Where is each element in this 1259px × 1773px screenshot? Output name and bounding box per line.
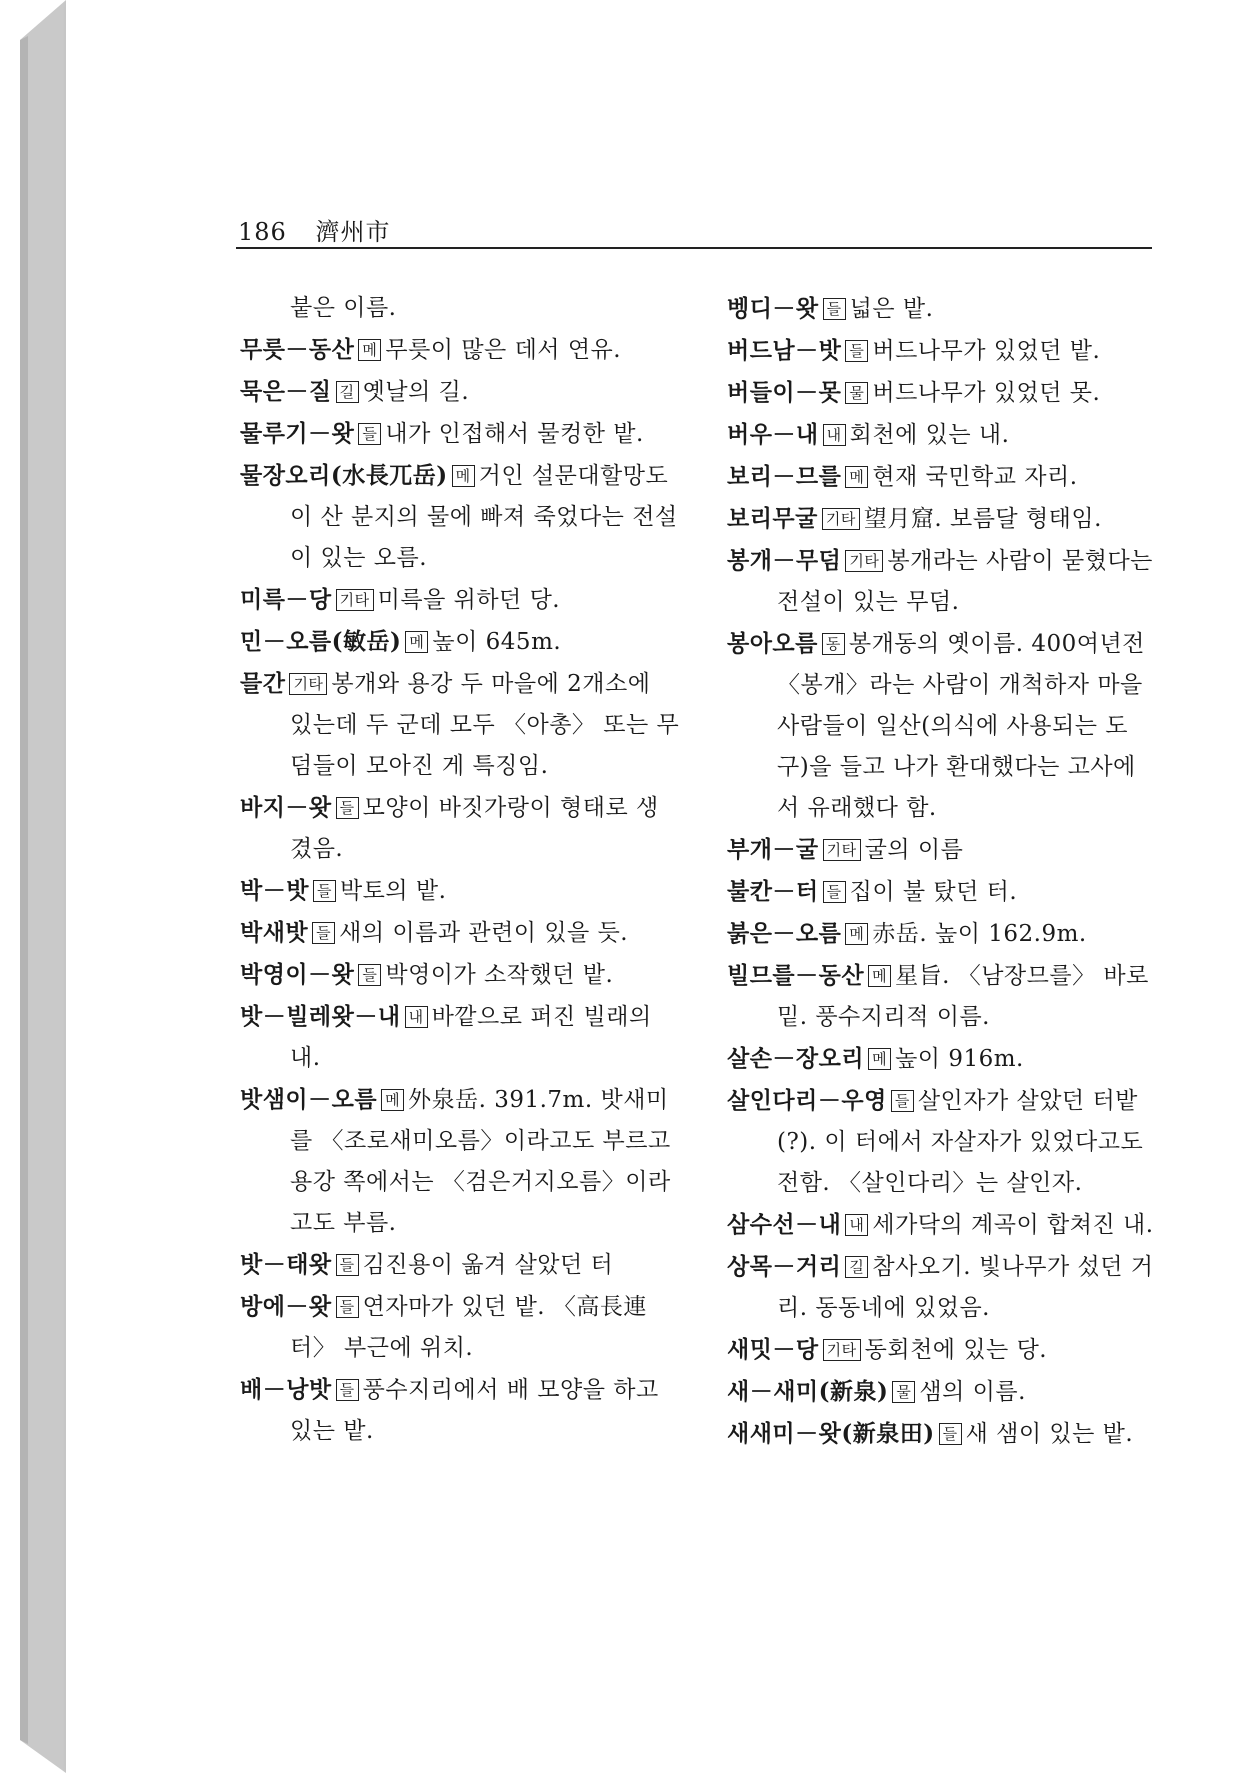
gazetteer-entry [727,1204,1155,1246]
entry-headword: 살인다리－우영 [727,1087,887,1114]
entry-definition: 봉개라는 사람이 묻혔다는 전설이 있는 무덤. [777,548,1153,615]
category-badge: 들 [336,1296,359,1318]
category-badge: 물 [845,382,868,404]
gazetteer-entry [240,455,680,579]
category-badge: 들 [336,797,359,819]
entry-headword: 배－낭밧 [240,1376,332,1403]
entry-definition: 봉개동의 옛이름. 400여년전 〈봉개〉라는 사람이 개척하자 마을 사람들이 일산(의식에 사용되는 도구)을 들고 나가 환대했다는 고사에서 유래했다 함. [777,631,1145,821]
gazetteer-entry [240,787,680,870]
category-badge: 기타 [336,589,374,611]
entry-headword: 밧－태왓 [240,1251,332,1278]
gazetteer-entry [727,1371,1155,1413]
entry-headword: 묵은－질 [240,378,332,405]
gazetteer-entry [727,913,1155,955]
entry-headword: 방에－왓 [240,1293,332,1320]
gazetteer-entry [240,329,680,371]
entry-headword: 민－오름(敏岳) [240,628,402,655]
category-badge: 들 [845,340,868,362]
gazetteer-entry [727,1038,1155,1080]
entry-definition: 세가닥의 계곡이 합쳐진 내. [872,1212,1154,1238]
entry-definition: 바깥으로 퍼진 빌래의 내. [290,1004,652,1071]
category-badge: 기타 [845,550,883,572]
running-head [238,212,390,247]
category-badge: 메 [868,965,891,987]
entry-headword: 밧－빌레왓－내 [240,1003,401,1030]
entry-headword: 봉아오름 [727,630,818,657]
entry-definition: 붙은 이름. [290,295,397,321]
entry-definition: 박토의 밭. [339,878,447,904]
category-badge: 들 [336,1379,359,1401]
entry-definition: 무릇이 많은 데서 연유. [385,337,622,363]
entry-definition: 거인 설문대할망도 이 산 분지의 물에 빠져 죽었다는 전설이 있는 오름. [290,463,678,571]
category-badge: 기타 [823,1339,861,1361]
category-badge: 기타 [823,839,861,861]
entry-headword: 믈간 [240,670,286,697]
entry-headword: 버우－내 [727,421,819,448]
entry-definition: 옛날의 길. [362,379,470,405]
entry-definition: 박영이가 소작했던 밭. [385,962,614,988]
category-badge: 기타 [822,508,860,530]
gazetteer-entry [240,663,680,787]
category-badge: 기타 [289,673,327,695]
entry-definition: 풍수지리에서 배 모양을 하고 있는 밭. [290,1377,659,1444]
category-badge: 내 [823,424,846,446]
entry-definition: 내가 인접해서 물컹한 밭. [385,421,644,447]
entry-definition: 높이 645m. [432,629,562,655]
gazetteer-entry [240,579,680,621]
gazetteer-entry [727,1080,1155,1204]
category-badge: 물 [892,1381,915,1403]
entry-definition: 새 샘이 있는 밭. [965,1421,1134,1447]
entry-headword: 박－밧 [240,877,309,904]
category-badge: 들 [891,1090,914,1112]
gazetteer-entry [727,1329,1155,1371]
left-column [240,288,680,1452]
category-badge: 메 [868,1048,891,1070]
category-badge: 내 [845,1214,868,1236]
entry-headword: 보리－므를 [727,463,842,490]
entry-definition: 살인자가 살았던 터밭(?). 이 터에서 자살자가 있었다고도 전함. 〈살인다리〉는 살인자. [777,1088,1144,1196]
category-badge: 들 [336,1254,359,1276]
category-badge: 메 [845,466,868,488]
category-badge: 메 [845,923,868,945]
entry-definition: 높이 916m. [895,1046,1024,1072]
entry-headword: 물루기－왓 [240,420,355,447]
entry-definition: 望月窟. 보름달 형태임. [863,506,1102,532]
entry-headword: 빌므를－동산 [727,962,865,989]
gazetteer-entry [727,372,1155,414]
category-badge: 들 [313,880,336,902]
entry-definition: 버드나무가 있었던 못. [872,380,1101,406]
entry-headword: 버들이－못 [727,379,842,406]
category-badge: 메 [381,1089,404,1111]
entry-headword: 불칸－터 [727,878,819,905]
category-badge: 들 [358,423,381,445]
entry-definition: 새의 이름과 관련이 있을 듯. [339,920,629,946]
entry-definition: 外泉岳. 391.7m. 밧새미를 〈조로새미오름〉이라고도 부르고 용강 쪽에서는 〈검은거지오름〉이라고도 부름. [290,1087,671,1236]
entry-definition: 집이 불 탔던 터. [849,879,1018,905]
entry-headword: 붉은－오름 [727,920,842,947]
gazetteer-entry [240,288,680,329]
entry-definition: 동회천에 있는 당. [864,1337,1048,1363]
category-badge: 메 [358,339,381,361]
entry-definition: 굴의 이름 [864,837,964,863]
entry-definition: 현재 국민학교 자리. [872,464,1078,490]
entry-headword: 봉개－무덤 [727,547,842,574]
entry-definition: 회천에 있는 내. [849,422,1010,448]
gazetteer-entry [727,1246,1155,1329]
entry-definition: 봉개와 용강 두 마을에 2개소에 있는데 두 군데 모두 〈아총〉 또는 무덤들이 모아진 게 특징임. [290,671,680,779]
gazetteer-entry [727,540,1155,623]
gazetteer-entry [240,996,680,1079]
gazetteer-entry [727,871,1155,913]
gazetteer-entry [240,870,680,912]
entry-definition: 버드나무가 있었던 밭. [872,338,1101,364]
gazetteer-entry [727,456,1155,498]
gazetteer-entry [727,414,1155,456]
entry-definition: 미륵을 위하던 당. [377,587,561,613]
category-badge: 길 [336,381,359,403]
page-header-title: 濟州市 [315,218,391,246]
gazetteer-entry [240,621,680,663]
entry-headword: 물장오리(水長兀岳) [240,462,448,489]
entry-headword: 새－새미(新泉) [727,1378,889,1405]
entry-definition: 연자마가 있던 밭. 〈高長連터〉 부근에 위치. [290,1294,647,1361]
gazetteer-entry [240,912,680,954]
entry-headword: 무릇－동산 [240,336,355,363]
entry-headword: 부개－굴 [727,836,819,863]
entry-headword: 벵디－왓 [727,295,819,322]
entry-headword: 살손－장오리 [727,1045,865,1072]
gazetteer-entry [727,623,1155,829]
category-badge: 길 [845,1256,868,1278]
right-column [727,288,1155,1455]
entry-headword: 새밋－당 [727,1336,819,1363]
entry-headword: 미륵－당 [240,586,332,613]
entry-headword: 밧샘이－오름 [240,1086,378,1113]
gazetteer-entry [727,1413,1155,1455]
category-badge: 내 [405,1006,428,1028]
category-badge: 들 [358,964,381,986]
entry-definition: 김진용이 옮겨 살았던 터 [362,1252,614,1278]
entry-headword: 새새미－왓(新泉田) [727,1420,935,1447]
category-badge: 동 [822,633,845,655]
entry-headword: 버드남－밧 [727,337,842,364]
gazetteer-entry [727,955,1155,1038]
category-badge: 들 [312,922,335,944]
entry-definition: 샘의 이름. [919,1379,1026,1405]
gazetteer-entry [240,1286,680,1369]
gazetteer-entry [727,288,1155,330]
gazetteer-entry [727,829,1155,871]
book-edge [0,0,70,1773]
entry-headword: 박영이－왓 [240,961,355,988]
gazetteer-entry [727,498,1155,540]
gazetteer-entry [240,954,680,996]
entry-definition: 赤岳. 높이 162.9m. [872,921,1087,947]
category-badge: 들 [823,298,846,320]
entry-definition: 넓은 밭. [849,296,934,322]
entry-definition: 참사오기. 빛나무가 섰던 거리. 동동네에 있었음. [777,1254,1154,1321]
entry-headword: 보리무굴 [727,505,818,532]
entry-definition: 星旨. 〈남장므를〉 바로 밑. 풍수지리적 이름. [777,963,1149,1030]
gazetteer-entry [240,1244,680,1286]
gazetteer-entry [240,1369,680,1452]
entry-definition: 모양이 바짓가랑이 형태로 생겼음. [290,795,659,862]
entry-headword: 삼수선－내 [727,1211,842,1238]
entry-headword: 상목－거리 [727,1253,842,1280]
category-badge: 메 [452,465,475,487]
page-number: 186 [238,218,287,246]
gazetteer-entry [240,1079,680,1244]
gazetteer-entry [240,371,680,413]
gazetteer-entry [240,413,680,455]
gazetteer-entry [727,330,1155,372]
entry-headword: 바지－왓 [240,794,332,821]
category-badge: 메 [405,631,428,653]
category-badge: 들 [823,881,846,903]
header-rule [236,247,1152,249]
entry-headword: 박새밧 [240,919,309,946]
category-badge: 들 [939,1423,962,1445]
